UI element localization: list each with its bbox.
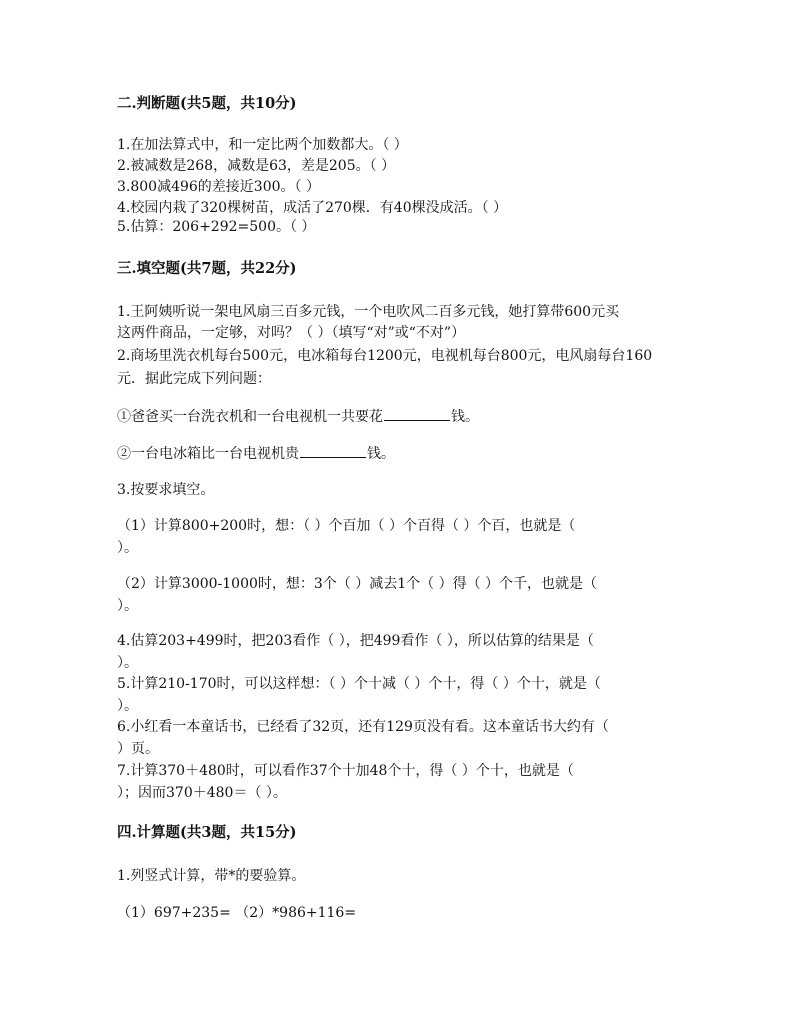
- fill-q3-sub2-line1: （2）计算3000-1000时，想：3个（ ）减去1个（ ）得（ ）个千，也就是（: [117, 576, 598, 592]
- judge-item-3: 3.800减496的差接近300。（ ）: [117, 179, 320, 195]
- fill-q7-line1: 7.计算370＋480时，可以看作37个十加48个十，得（ ）个十，也就是（: [117, 763, 574, 779]
- section-2-heading: 二.判断题(共5题，共10分): [117, 95, 297, 112]
- fill-q7-line2: ）；因而370＋480＝（ ）。: [117, 785, 287, 801]
- fill-q4-line2: ）。: [117, 655, 138, 671]
- answer-blank[interactable]: [384, 406, 450, 421]
- fill-q3-sub2-line2: ）。: [117, 598, 138, 614]
- fill-q2-sub2: [117, 443, 395, 464]
- fill-q1-line1: 1.王阿姨听说一架电风扇三百多元钱，一个电吹风二百多元钱，她打算带600元买: [117, 304, 620, 320]
- fill-q3: 3.按要求填空。: [117, 482, 215, 498]
- fill-q1-line2: 这两件商品，一定够，对吗？（ ）（填写“对”或“不对”）: [117, 325, 466, 341]
- judge-item-5: 5.估算：206+292=500。（ ）: [117, 219, 316, 235]
- fill-q2-sub2-text: ②一台电冰箱比一台电视机贵: [117, 446, 299, 462]
- answer-blank[interactable]: [300, 443, 366, 458]
- fill-q6-line2: ）页。: [117, 741, 159, 757]
- section-3-heading: 三.填空题(共7题，共22分): [117, 260, 297, 277]
- judge-item-1: 1.在加法算式中，和一定比两个加数都大。（ ）: [117, 137, 408, 153]
- fill-q2-sub1-suffix: 钱。: [451, 409, 479, 425]
- fill-q5-line1: 5.计算210-170时，可以这样想：（ ）个十减（ ）个十，得（ ）个十，就是（: [117, 676, 601, 692]
- fill-q2-sub2-suffix: 钱。: [367, 446, 395, 462]
- calc-q1-sub: （1）697+235= （2）*986+116=: [117, 905, 357, 921]
- fill-q2-line1: 2.商场里洗衣机每台500元，电冰箱每台1200元，电视机每台800元，电风扇每台160: [117, 348, 653, 364]
- judge-item-2: 2.被减数是268，减数是63，差是205。（ ）: [117, 158, 396, 174]
- fill-q2-sub1-text: ①爸爸买一台洗衣机和一台电视机一共要花: [117, 409, 383, 425]
- fill-q4-line1: 4.估算203+499时，把203看作（ ），把499看作（ ），所以估算的结果是（: [117, 633, 594, 649]
- judge-item-4: 4.校园内栽了320棵树苗，成活了270棵．有40棵没成活。（ ）: [117, 200, 508, 216]
- fill-q5-line2: ）。: [117, 698, 138, 714]
- fill-q2-line2: 元．据此完成下列问题：: [117, 371, 271, 387]
- fill-q3-sub1-line1: （1）计算800+200时，想：（ ）个百加（ ）个百得（ ）个百，也就是（: [117, 518, 576, 534]
- fill-q6-line1: 6.小红看一本童话书，已经看了32页，还有129页没有看。这本童话书大约有（: [117, 719, 609, 735]
- fill-q2-sub1: [117, 406, 479, 427]
- calc-q1: 1.列竖式计算，带*的要验算。: [117, 868, 306, 884]
- section-4-heading: 四.计算题(共3题，共15分): [117, 824, 297, 841]
- fill-q3-sub1-line2: ）。: [117, 540, 138, 556]
